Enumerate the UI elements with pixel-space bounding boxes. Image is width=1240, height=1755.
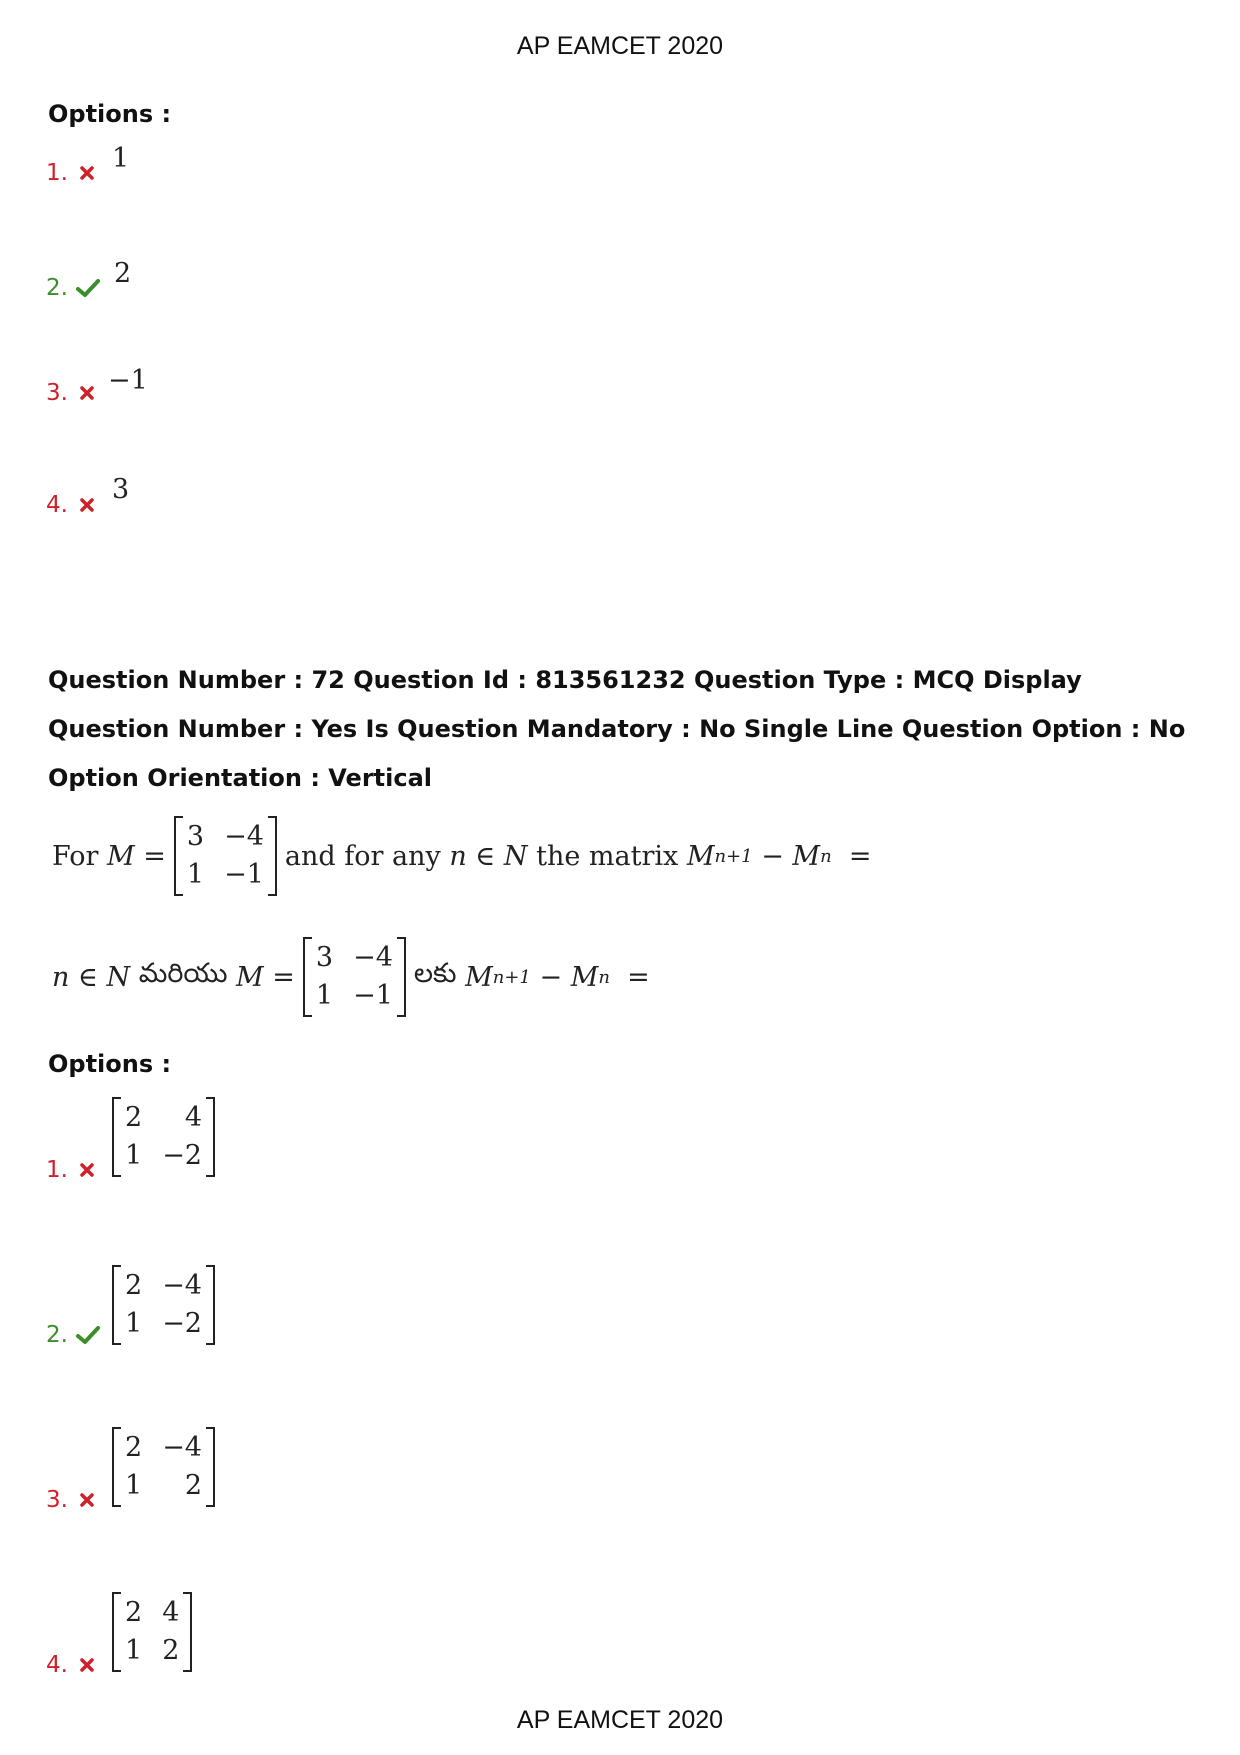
option-matrix bbox=[112, 1592, 192, 1672]
question-word: లకు bbox=[413, 958, 457, 989]
cross-icon bbox=[79, 165, 95, 181]
option-matrix bbox=[112, 1265, 215, 1345]
matrix-cell: 2 bbox=[184, 1470, 202, 1501]
equals-sign: = bbox=[848, 840, 872, 872]
expr-base: M bbox=[465, 961, 493, 993]
equals-sign: = bbox=[627, 961, 650, 993]
page-footer: AP EAMCET 2020 bbox=[516, 1706, 724, 1734]
matrix-cell: 1 bbox=[186, 859, 205, 890]
cross-icon bbox=[79, 1162, 95, 1178]
cross-icon bbox=[79, 1492, 95, 1508]
question-word: the matrix bbox=[536, 840, 679, 872]
cross-icon bbox=[79, 1657, 95, 1673]
matrix-cell: 3 bbox=[186, 821, 205, 852]
option-matrix bbox=[112, 1427, 215, 1507]
question-text-telugu bbox=[52, 937, 650, 1017]
matrix-symbol: M bbox=[107, 840, 135, 872]
expr-exponent: n+1 bbox=[714, 845, 753, 867]
matrix-cell: 1 bbox=[125, 1635, 143, 1666]
matrix-cell: 3 bbox=[315, 942, 334, 973]
check-icon bbox=[75, 278, 101, 298]
matrix-cell: 4 bbox=[184, 1102, 202, 1133]
equals-sign: = bbox=[143, 840, 166, 872]
matrix-cell: 1 bbox=[125, 1470, 143, 1501]
option-number: 4. bbox=[46, 492, 68, 518]
question-word: For bbox=[52, 840, 99, 872]
expr-base: M bbox=[792, 840, 821, 872]
cross-icon bbox=[79, 497, 95, 513]
matrix-cell: 1 bbox=[125, 1308, 143, 1339]
page-header: AP EAMCET 2020 bbox=[516, 32, 724, 60]
options-heading: Options : bbox=[48, 100, 172, 128]
check-icon bbox=[75, 1325, 101, 1345]
matrix-cell: −1 bbox=[353, 980, 393, 1011]
matrix-cell: −2 bbox=[162, 1140, 202, 1171]
question-matrix bbox=[174, 816, 277, 896]
question-matrix bbox=[303, 937, 406, 1017]
matrix-cell: 2 bbox=[125, 1597, 143, 1628]
matrix-cell: 2 bbox=[125, 1432, 143, 1463]
matrix-cell: 2 bbox=[125, 1102, 143, 1133]
expr-exponent: n bbox=[598, 966, 610, 988]
matrix-cell: 2 bbox=[162, 1635, 180, 1666]
options-heading: Options : bbox=[48, 1050, 172, 1078]
question-word: మరియు bbox=[138, 958, 228, 989]
option-number: 1. bbox=[46, 1157, 68, 1183]
cross-icon bbox=[79, 385, 95, 401]
option-number: 2. bbox=[46, 275, 68, 301]
option-number: 4. bbox=[46, 1652, 68, 1678]
matrix-cell: 1 bbox=[315, 980, 334, 1011]
option-matrix bbox=[112, 1097, 215, 1177]
matrix-cell: −4 bbox=[353, 942, 393, 973]
question-word: and for any bbox=[284, 840, 441, 872]
matrix-symbol: M bbox=[236, 961, 264, 993]
expr-base: M bbox=[686, 840, 715, 872]
matrix-cell: −4 bbox=[162, 1432, 202, 1463]
matrix-cell: 4 bbox=[162, 1597, 180, 1628]
matrix-cell: −2 bbox=[162, 1308, 202, 1339]
option-value: 3 bbox=[112, 474, 130, 505]
matrix-cell: 2 bbox=[125, 1270, 143, 1301]
question-text-english bbox=[52, 816, 871, 896]
matrix-cell: −1 bbox=[224, 859, 264, 890]
option-number: 3. bbox=[46, 380, 68, 406]
option-number: 3. bbox=[46, 1487, 68, 1513]
matrix-cell: −4 bbox=[224, 821, 264, 852]
set-condition: n ∈ N bbox=[449, 840, 528, 872]
question-meta: Question Number : 72 Question Id : 813561232 Question Type : MCQ Display Question Number : Yes Is Question Mandatory : No Single Line Question Option : No Option Orientation : Vertical bbox=[48, 666, 1186, 792]
matrix-cell: −4 bbox=[162, 1270, 202, 1301]
option-number: 2. bbox=[46, 1322, 68, 1348]
option-value: 2 bbox=[114, 258, 132, 289]
minus-sign: − bbox=[761, 840, 784, 872]
option-number: 1. bbox=[46, 160, 68, 186]
expr-exponent: n+1 bbox=[492, 966, 531, 988]
set-condition: n ∈ N bbox=[52, 961, 131, 993]
option-value: 1 bbox=[112, 143, 130, 174]
equals-sign: = bbox=[272, 961, 295, 993]
expr-base: M bbox=[570, 961, 599, 993]
option-value: −1 bbox=[108, 365, 148, 396]
minus-sign: − bbox=[539, 961, 563, 993]
expr-exponent: n bbox=[820, 845, 832, 867]
matrix-cell: 1 bbox=[125, 1140, 143, 1171]
